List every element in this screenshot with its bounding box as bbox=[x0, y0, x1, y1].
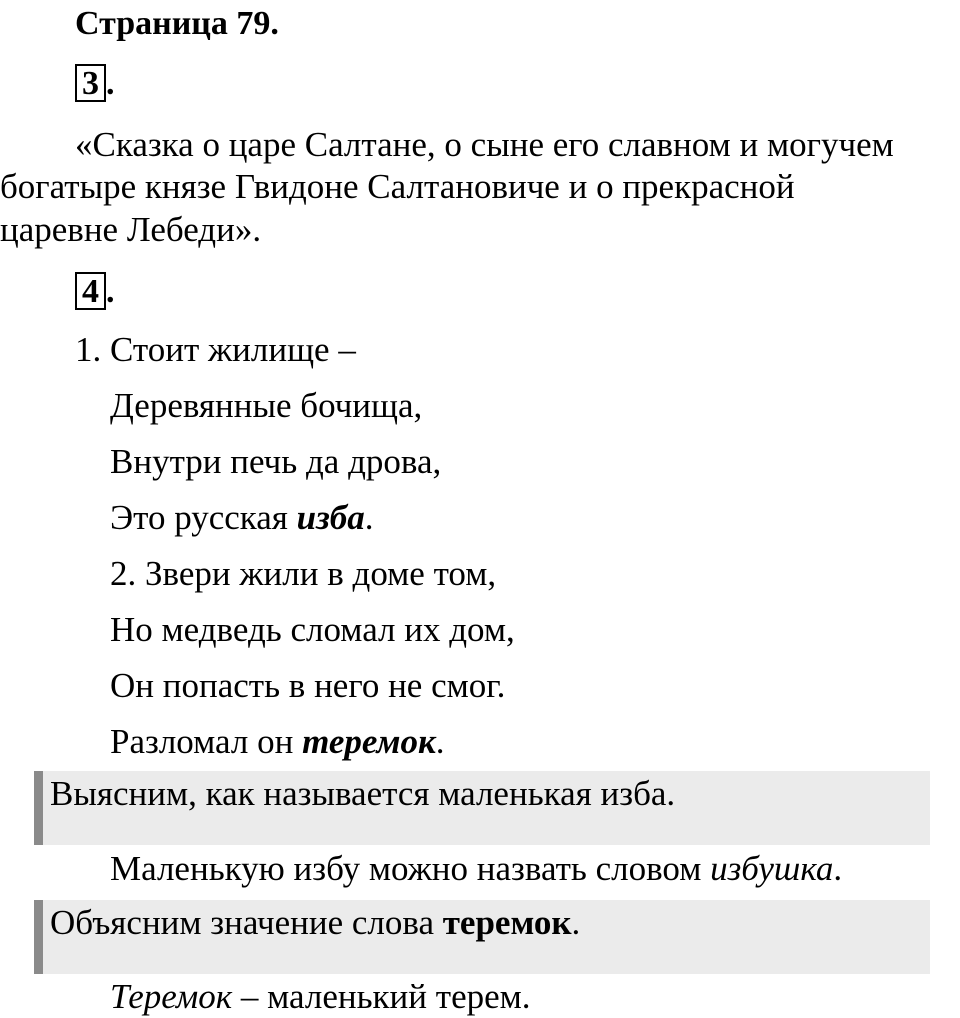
poem-1-line-3: Внутри печь да дрова, bbox=[110, 442, 442, 481]
callout-box-1 bbox=[34, 771, 930, 845]
task-3-line-2: богатыре князе Гвидоне Салтановиче и о прекрасной bbox=[0, 167, 795, 206]
answer-1-prefix: Маленькую избу можно назвать словом bbox=[110, 849, 711, 888]
poem-1-line-4-suffix: . bbox=[364, 498, 374, 537]
poem-2-line-4-prefix: Разломал он bbox=[110, 722, 303, 761]
answer-2-suffix: – маленький терем. bbox=[232, 977, 531, 1016]
task-3-number-dot: . bbox=[106, 65, 115, 102]
callout-2-word: теремок bbox=[442, 903, 572, 942]
callout-2-prefix: Объясним значение слова bbox=[50, 903, 443, 942]
task-4-number-box: 4 bbox=[75, 272, 106, 310]
poem-2-line-2: Но медведь сломал их дом, bbox=[110, 610, 515, 649]
task-4-number-dot: . bbox=[106, 273, 115, 310]
keyword-izba: изба bbox=[296, 498, 365, 537]
answer-1-word: избушка bbox=[710, 849, 834, 888]
poem-2-line-3: Он попасть в него не смог. bbox=[110, 666, 506, 705]
poem-2-line-4 bbox=[110, 721, 445, 763]
answer-1 bbox=[110, 848, 842, 890]
answer-1-suffix: . bbox=[833, 849, 843, 888]
poem-1-line-1: 1. Стоит жилище – bbox=[75, 330, 356, 369]
answer-2 bbox=[110, 976, 531, 1018]
callout-box-2 bbox=[34, 900, 930, 974]
callout-bar-1 bbox=[34, 771, 43, 845]
task-3-line-1: «Сказка о царе Салтане, о сыне его славном и могучем bbox=[75, 125, 894, 164]
task-4-number bbox=[75, 272, 115, 310]
poem-2-line-1: 2. Звери жили в доме том, bbox=[110, 554, 497, 593]
callout-text-2 bbox=[50, 902, 580, 944]
poem-2-line-4-suffix: . bbox=[435, 722, 445, 761]
keyword-teremok: теремок bbox=[302, 722, 436, 761]
poem-1-line-4-prefix: Это русская bbox=[110, 498, 297, 537]
callout-2-suffix: . bbox=[571, 903, 581, 942]
task-3-line-3: царевне Лебеди». bbox=[0, 210, 262, 249]
task-3-number bbox=[75, 64, 115, 102]
poem-1-line-4 bbox=[110, 497, 374, 539]
callout-bar-2 bbox=[34, 900, 43, 974]
callout-text-1: Выясним, как называется маленькая изба. bbox=[50, 774, 676, 813]
answer-2-word: Теремок bbox=[110, 977, 233, 1016]
task-3-number-box: 3 bbox=[75, 64, 106, 102]
poem-1-line-2: Деревянные бочища, bbox=[110, 386, 423, 425]
page-title: Страница 79. bbox=[75, 5, 279, 42]
